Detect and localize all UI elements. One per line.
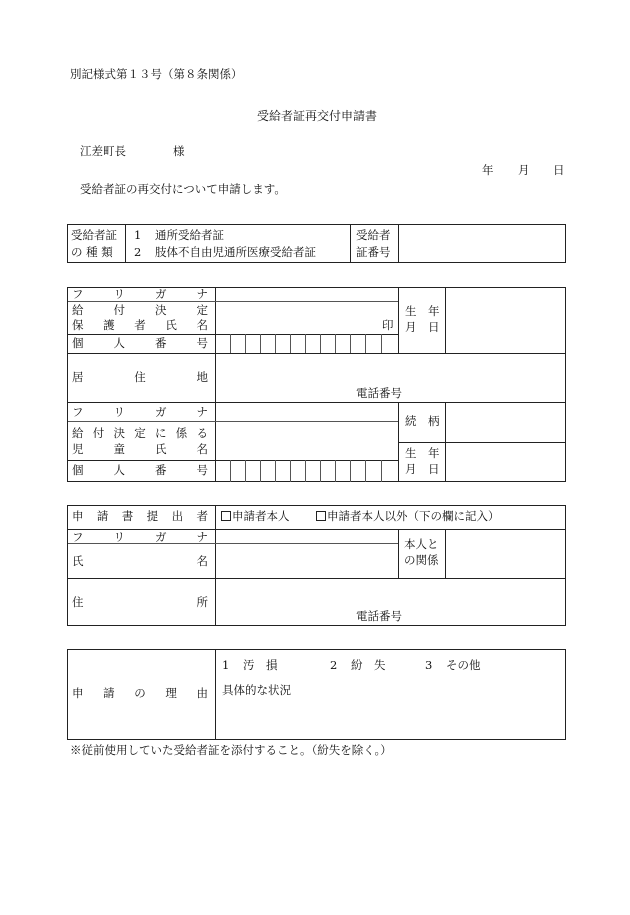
reason-option-other[interactable]: その他 bbox=[446, 658, 481, 672]
child-birthdate-label: 生 年 bbox=[405, 446, 440, 460]
child-name-label: 児 童 氏 名 bbox=[72, 442, 208, 456]
submitter-self-label: 申請者本人 bbox=[232, 509, 290, 523]
cert-type-label: 受給者証 bbox=[71, 228, 117, 242]
divider bbox=[68, 301, 398, 302]
date-month-label: 月 bbox=[518, 163, 530, 177]
guardian-birthdate-label: 生 年 bbox=[405, 304, 440, 318]
seal-mark: 印 bbox=[382, 318, 394, 332]
form-number: 別記様式第１３号（第８条関係） bbox=[70, 67, 243, 81]
child-birthdate-label: 月 日 bbox=[405, 462, 440, 476]
checkbox-icon bbox=[316, 511, 326, 521]
cert-option-medical[interactable]: 肢体不自由児通所医療受給者証 bbox=[155, 245, 316, 259]
reason-option-number: 3 bbox=[425, 658, 433, 672]
cert-option-day-service[interactable]: 通所受給者証 bbox=[155, 228, 224, 242]
cert-type-label: の 種 類 bbox=[71, 245, 113, 259]
reason-detail-input[interactable] bbox=[217, 700, 563, 738]
divider bbox=[68, 460, 398, 461]
footnote: ※従前使用していた受給者証を添付すること。（紛失を除く。） bbox=[70, 743, 392, 757]
divider bbox=[68, 421, 398, 422]
document-title: 受給者証再交付申請書 bbox=[257, 109, 378, 123]
submitter-other-label: 申請者本人以外（下の欄に記入） bbox=[327, 509, 500, 523]
guardian-name-input[interactable] bbox=[217, 303, 377, 332]
submitter-furigana-label: フ リ ガ ナ bbox=[72, 530, 208, 544]
divider bbox=[445, 287, 446, 353]
divider bbox=[68, 334, 398, 335]
cert-option-number: 1 bbox=[134, 228, 142, 242]
guardian-name-label: 保 護 者 氏 名 bbox=[72, 318, 208, 332]
reason-option-number: 2 bbox=[330, 658, 338, 672]
guardian-birthdate-input[interactable] bbox=[447, 289, 564, 351]
addressee-honorific: 様 bbox=[173, 144, 185, 158]
submitter-furigana-input[interactable] bbox=[217, 531, 397, 542]
intro-text: 受給者証の再交付について申請します。 bbox=[80, 182, 286, 196]
guardian-personal-number-label: 個 人 番 号 bbox=[72, 336, 208, 350]
phone-label: 電話番号 bbox=[356, 386, 402, 400]
guardian-furigana-label: フ リ ガ ナ bbox=[72, 287, 208, 301]
relationship-input[interactable] bbox=[447, 404, 564, 440]
date-year-label: 年 bbox=[482, 163, 494, 177]
submitter-phone-label: 電話番号 bbox=[356, 609, 402, 623]
child-personal-number-input[interactable] bbox=[217, 462, 397, 480]
divider bbox=[398, 287, 399, 353]
submitter-relation-label: 本人と bbox=[404, 537, 439, 551]
guardian-birthdate-label: 月 日 bbox=[405, 320, 440, 334]
divider bbox=[68, 353, 565, 354]
divider bbox=[398, 529, 399, 578]
address-label: 居 住 地 bbox=[72, 370, 208, 384]
submitter-self-checkbox[interactable] bbox=[221, 511, 290, 523]
divider bbox=[215, 505, 216, 626]
cert-number-label: 受給者 bbox=[356, 228, 391, 242]
guardian-personal-number-input[interactable] bbox=[217, 336, 397, 352]
divider bbox=[215, 649, 216, 740]
divider bbox=[68, 578, 565, 579]
divider bbox=[125, 224, 126, 263]
guardian-furigana-input[interactable] bbox=[217, 289, 397, 300]
cert-number-label: 証番号 bbox=[356, 245, 391, 259]
divider bbox=[398, 224, 399, 263]
submitter-label: 申 請 書 提 出 者 bbox=[72, 509, 208, 523]
submitter-other-checkbox[interactable] bbox=[316, 511, 500, 523]
child-decision-label: 給 付 決 定 に 係 る bbox=[72, 426, 208, 440]
reason-label: 申 請 の 理 由 bbox=[72, 686, 208, 700]
divider bbox=[215, 287, 216, 482]
addressee: 江差町長 bbox=[80, 144, 126, 158]
divider bbox=[350, 224, 351, 263]
submitter-name-label: 氏 名 bbox=[72, 554, 208, 568]
cert-option-number: 2 bbox=[134, 245, 142, 259]
child-furigana-input[interactable] bbox=[217, 404, 397, 420]
divider bbox=[398, 442, 565, 443]
checkbox-icon bbox=[221, 511, 231, 521]
relationship-label: 続 柄 bbox=[405, 414, 440, 428]
cert-number-input[interactable] bbox=[400, 226, 564, 261]
divider bbox=[68, 402, 565, 403]
submitter-relation-input[interactable] bbox=[447, 531, 564, 576]
reason-detail-label: 具体的な状況 bbox=[222, 683, 291, 697]
reason-option-lost[interactable]: 紛 失 bbox=[351, 658, 386, 672]
child-furigana-label: フ リ ガ ナ bbox=[72, 405, 208, 419]
guardian-decision-label: 給 付 決 定 bbox=[72, 303, 208, 317]
submitter-address-label: 住 所 bbox=[72, 595, 208, 609]
divider bbox=[68, 529, 565, 530]
submitter-relation-label: の関係 bbox=[404, 553, 439, 567]
reason-option-damaged[interactable]: 汚 損 bbox=[243, 658, 278, 672]
child-personal-number-label: 個 人 番 号 bbox=[72, 463, 208, 477]
child-birthdate-input[interactable] bbox=[447, 444, 564, 480]
date-day-label: 日 bbox=[553, 163, 565, 177]
reason-option-number: 1 bbox=[222, 658, 230, 672]
divider bbox=[445, 529, 446, 578]
submitter-name-input[interactable] bbox=[217, 545, 397, 576]
child-name-input[interactable] bbox=[217, 423, 397, 458]
